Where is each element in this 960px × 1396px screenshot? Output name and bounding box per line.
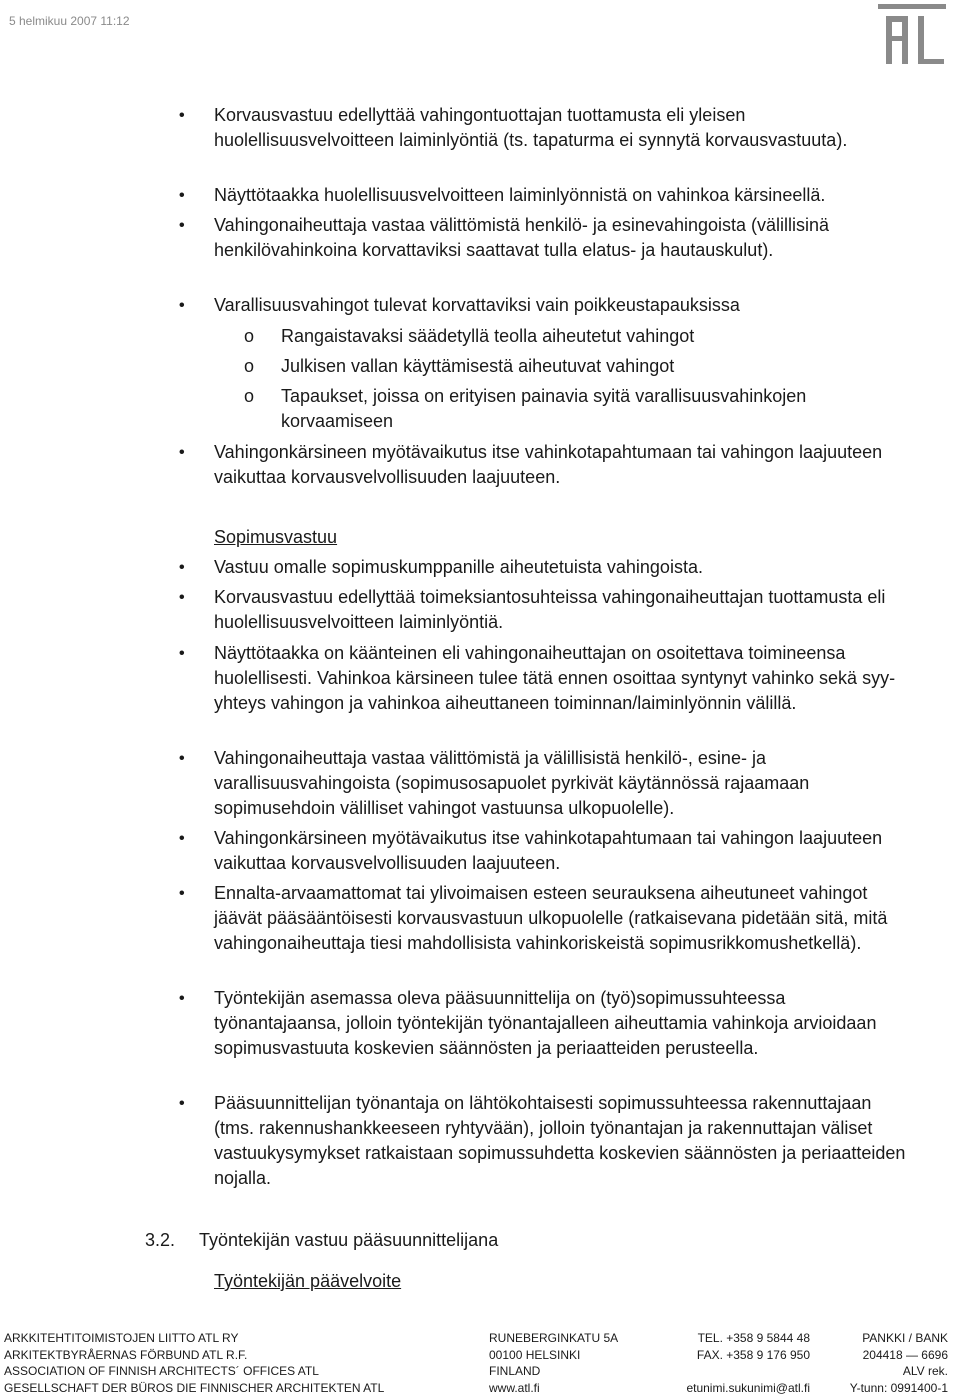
list-item: • Varallisuusvahingot tulevat korvattaviksi vain poikkeustapauksissa [214, 293, 914, 318]
sub-list-item: o Julkisen vallan käyttämisestä aiheutuvat vahingot [281, 354, 901, 379]
atl-logo-icon [878, 4, 946, 71]
footer-address-line: FINLAND [489, 1364, 541, 1378]
list-item: • Korvausvastuu edellyttää vahingontuottajan tuottamusta eli yleisen huolellisuusvelvoitteen laiminlyöntiä (ts. tapaturma ei synnytä korvausvastuuta). [214, 103, 914, 153]
footer-address-line: 00100 HELSINKI [489, 1347, 581, 1362]
footer-fax: FAX. +358 9 176 950 [696, 1347, 810, 1362]
footer-address [489, 1330, 618, 1396]
section-number: 3.2. [145, 1230, 176, 1250]
footer-bank-line: Y-tunn: 0991400-1 [849, 1380, 948, 1395]
footer-contact-blank [666, 1363, 810, 1380]
footer-contact [666, 1330, 810, 1396]
list-item: • Vahingonkärsineen myötävaikutus itse vahinkotapahtumaan tai vahingon laajuuteen vaikuttaa korvausvelvollisuuden laajuuteen. [214, 826, 914, 876]
subheading: Työntekijän päävelvoite [214, 1271, 402, 1291]
footer-email-link[interactable]: etunimi.sukunimi@atl.fi [686, 1380, 810, 1395]
list-item: • Vahingonaiheuttaja vastaa välittömistä ja välillisistä henkilö-, esine- ja varallisuusvahingoista (sopimusosapuolet pyrkivät käytännössä rajaamaan sopimusehdoin välilliset vahingot vastuunsa ulkopuolelle). [214, 746, 914, 821]
list-item: • Näyttötaakka huolellisuusvelvoitteen laiminlyönnistä on vahinkoa kärsineellä. [214, 183, 914, 208]
footer-bank-line: ALV rek. [902, 1364, 948, 1378]
footer-org-line: ARKKITEHTITOIMISTOJEN LIITTO ATL RY [4, 1331, 239, 1345]
footer-bank [818, 1330, 948, 1396]
footer-org-line: GESELLSCHAFT DER BÜROS DIE FINNISCHER ARCHITEKTEN ATL [4, 1380, 385, 1395]
list-item: • Korvausvastuu edellyttää toimeksiantosuhteissa vahingonaiheuttajan tuottamusta eli huolellisuusvelvoitteen laiminlyöntiä. [214, 585, 914, 635]
list-item: • Ennalta-arvaamattomat tai ylivoimaisen esteen seurauksena aiheutuneet vahingot jäävät pääsääntöisesti korvausvastuun ulkopuolelle (ratkaisevana pidetään sitä, mitä vahingonaiheuttaja tiesi mahdollisista vahinkoriskeistä sopimusrikkomushetkellä). [214, 881, 914, 956]
list-item: • Vastuu omalle sopimuskumppanille aiheutetuista vahingoista. [214, 555, 914, 580]
sub-list-item: o Rangaistavaksi säädetyllä teolla aiheutetut vahingot [281, 324, 901, 349]
section-title: Työntekijän vastuu pääsuunnittelijana [199, 1230, 499, 1250]
section-heading: Sopimusvastuu [214, 527, 338, 547]
list-item: • Pääsuunnittelijan työnantaja on lähtökohtaisesti sopimussuhteessa rakennuttajaan (tms. rakennushankkeeseen ryhtyvään), jolloin työnantajan ja rakennuttajan väliset vastuukysymykset ratkaistaan sopimussuhdetta koskevien säännösten ja periaatteiden nojalla. [214, 1091, 914, 1191]
footer-org-line: ARKITEKTBYRÅERNAS FÖRBUND ATL R.F. [4, 1347, 248, 1362]
footer-org-line: ASSOCIATION OF FINNISH ARCHITECTS´ OFFICES ATL [4, 1364, 319, 1378]
footer-bank-line: 204418 — 6696 [862, 1347, 948, 1362]
list-item: • Näyttötaakka on käänteinen eli vahingonaiheuttajan on osoitettava toimineensa huolellisesti. Vahinkoa kärsineen tulee tätä ennen osoittaa syntynyt vahinko sekä syy-yhteys vahingon ja vahinkoa aiheuttaneen toiminnan/laiminlyönnin välillä. [214, 641, 914, 716]
footer-website-link[interactable]: www.atl.fi [489, 1380, 540, 1395]
footer-bank-line: PANKKI / BANK [862, 1331, 948, 1345]
footer-phone: TEL. +358 9 5844 48 [697, 1331, 810, 1345]
timestamp: 5 helmikuu 2007 11:12 [9, 14, 130, 28]
footer-organization [4, 1330, 384, 1396]
list-item: • Vahingonaiheuttaja vastaa välittömistä henkilö- ja esinevahingoista (välillisinä henkilövahinkoina korvattaviksi saattavat tulla elatus- ja hautauskulut). [214, 213, 914, 263]
sub-list-item: o Tapaukset, joissa on erityisen painavia syitä varallisuusvahinkojen korvaamiseen [281, 384, 901, 434]
list-item: • Työntekijän asemassa oleva pääsuunnittelija on (työ)sopimussuhteessa työnantajaansa, jolloin työntekijän työnantajalleen aiheuttamia vahinkoja arvioidaan sopimusvastuuta koskevien säännösten ja periaatteiden perusteella. [214, 986, 914, 1061]
list-item: • Vahingonkärsineen myötävaikutus itse vahinkotapahtumaan tai vahingon laajuuteen vaikuttaa korvausvelvollisuuden laajuuteen. [214, 440, 914, 490]
footer-address-line: RUNEBERGINKATU 5A [489, 1331, 619, 1345]
footer [0, 1330, 960, 1396]
